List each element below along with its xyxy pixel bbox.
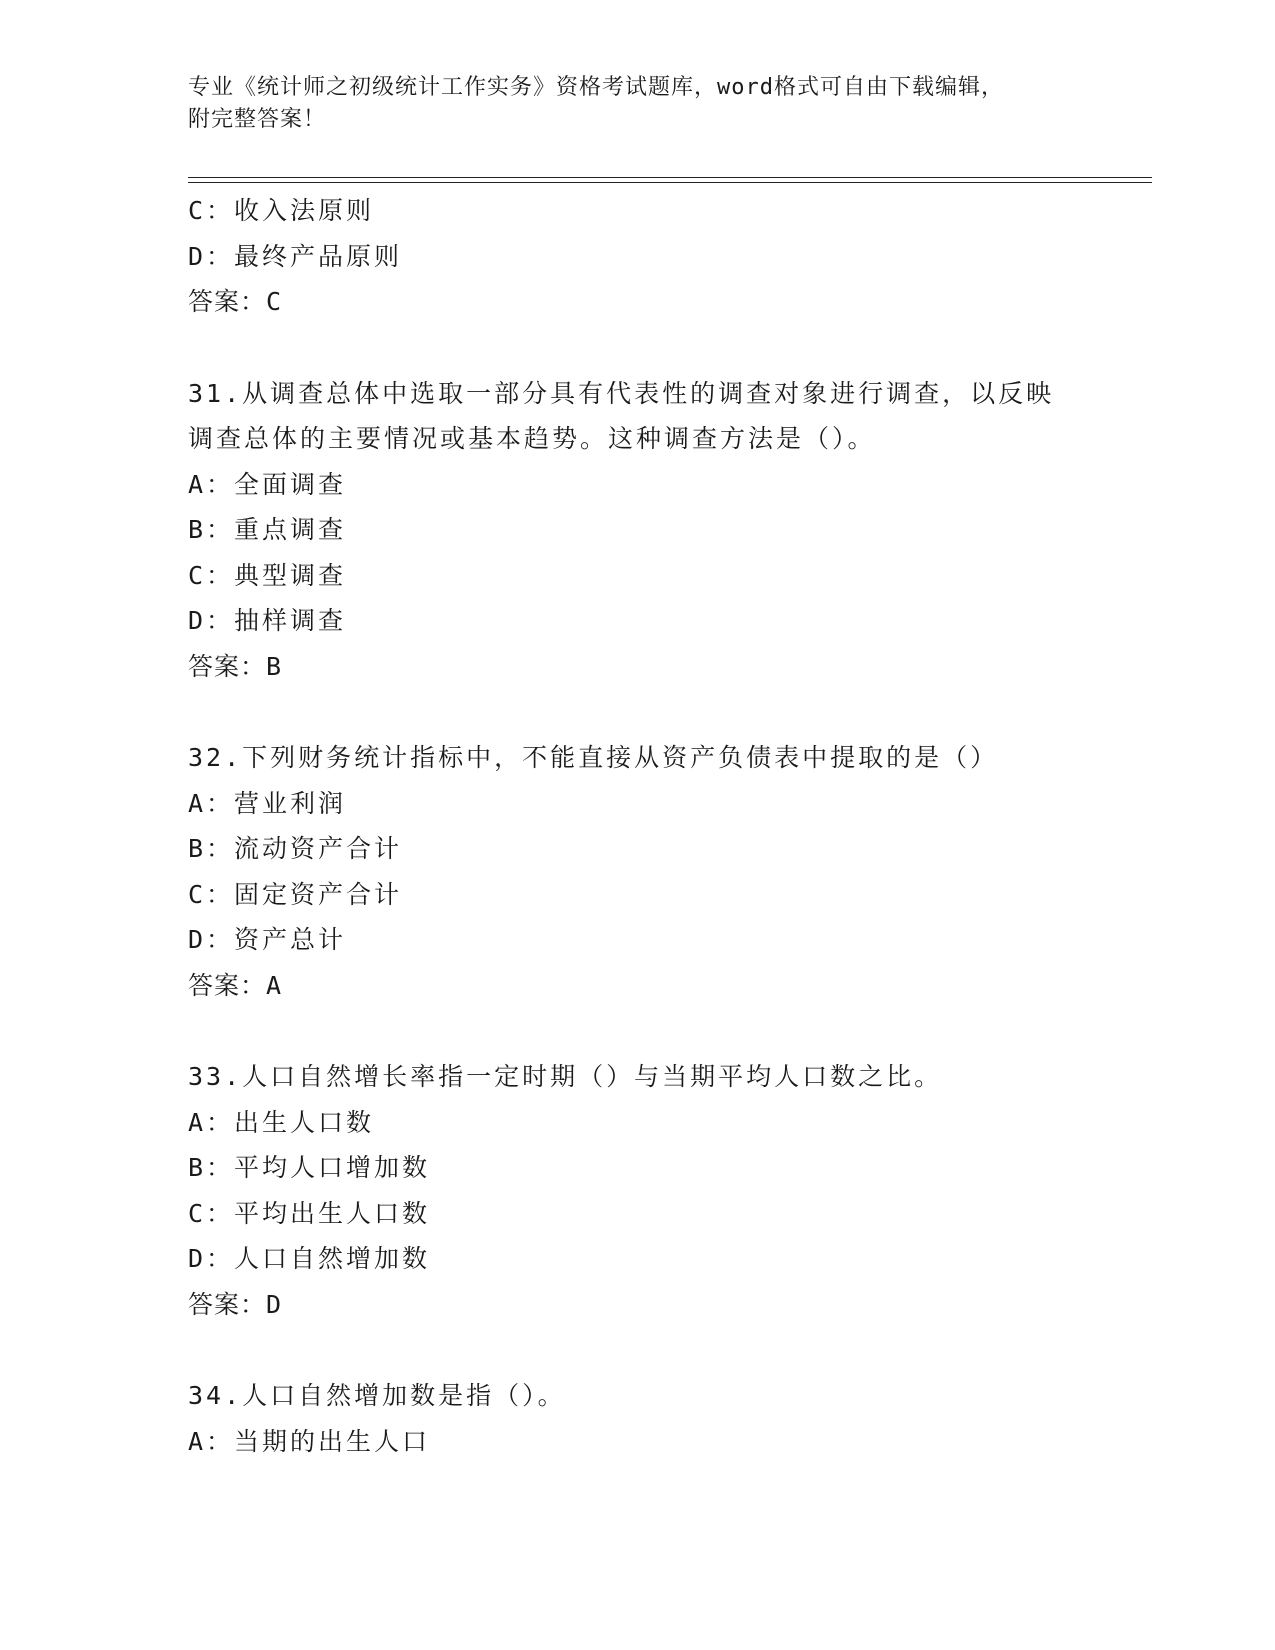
option-b: B：平均人口增加数 — [188, 1153, 431, 1182]
document-header — [188, 72, 1088, 136]
answer: 答案：C — [188, 287, 283, 316]
question-stem: 34.人口自然增加数是指（）。 — [188, 1381, 566, 1410]
question-stem: 调查总体的主要情况或基本趋势。这种调查方法是（）。 — [188, 424, 876, 453]
option-d: D：人口自然增加数 — [188, 1244, 431, 1273]
option-d: D：最终产品原则 — [188, 241, 403, 271]
option-d: D：资产总计 — [188, 925, 347, 954]
spacer — [188, 1008, 1088, 1054]
question-33 — [188, 1054, 1088, 1327]
question-stem: 31.从调查总体中选取一部分具有代表性的调查对象进行调查，以反映 — [188, 378, 1055, 408]
question-34 — [188, 1373, 1088, 1464]
header-rule-bottom — [188, 182, 1152, 183]
option-b: B：流动资产合计 — [188, 834, 403, 863]
option-c: C：典型调查 — [188, 560, 347, 590]
option-c: C：固定资产合计 — [188, 879, 403, 909]
header-line-2: 附完整答案！ — [188, 107, 327, 132]
option-a: A：营业利润 — [188, 788, 347, 818]
header-line-1: 专业《统计师之初级统计工作实务》资格考试题库，word格式可自由下载编辑， — [188, 75, 1004, 100]
spacer — [188, 1327, 1088, 1373]
option-d: D：抽样调查 — [188, 606, 347, 635]
answer: 答案：B — [188, 651, 283, 681]
option-a: A：出生人口数 — [188, 1107, 375, 1137]
question-stem: 33.人口自然增长率指一定时期（）与当期平均人口数之比。 — [188, 1062, 943, 1091]
question-stem: 32.下列财务统计指标中，不能直接从资产负债表中提取的是（） — [188, 743, 999, 772]
answer: 答案：D — [188, 1289, 283, 1319]
option-a: A：全面调查 — [188, 469, 347, 499]
option-c: C：平均出生人口数 — [188, 1198, 431, 1228]
option-a: A：当期的出生人口 — [188, 1426, 431, 1456]
answer: 答案：A — [188, 970, 283, 1000]
option-b: B：重点调查 — [188, 515, 347, 544]
option-c: C：收入法原则 — [188, 196, 375, 225]
header-rule-top — [188, 177, 1152, 178]
question-32 — [188, 735, 1088, 1008]
question-30-tail — [188, 188, 1088, 325]
spacer — [188, 325, 1088, 371]
spacer — [188, 689, 1088, 735]
question-list — [188, 188, 1088, 1464]
question-31 — [188, 371, 1088, 690]
